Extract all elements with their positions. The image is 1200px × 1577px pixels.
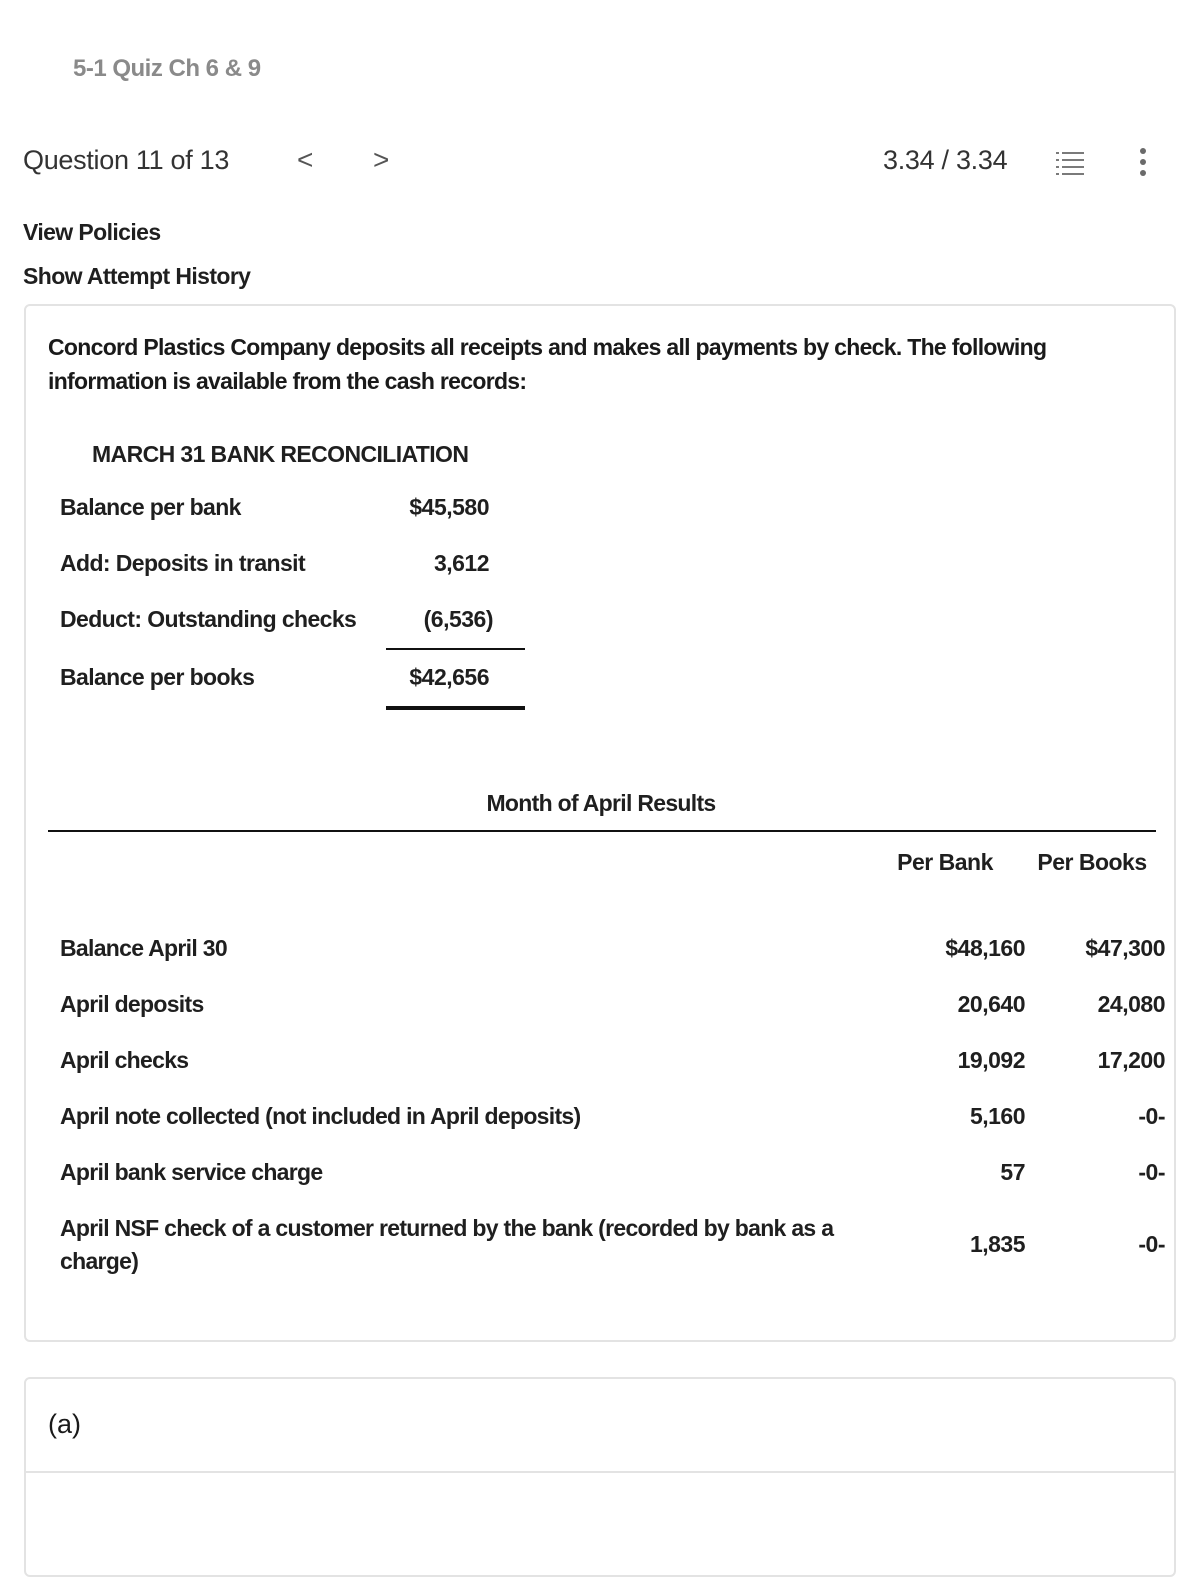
- question-score: 3.34 / 3.34: [883, 145, 1008, 175]
- reconciliation-label: Add: Deposits in transit: [60, 550, 306, 576]
- april-row-books: -0-: [1138, 1159, 1165, 1185]
- reconciliation-label: Balance per books: [60, 664, 255, 690]
- question-navigation: [23, 140, 1183, 186]
- april-row-books: $47,300: [1085, 935, 1165, 961]
- reconciliation-value: 3,612: [433, 550, 489, 576]
- april-results-title: Month of April Results: [486, 790, 716, 816]
- reconciliation-value: (6,536): [423, 606, 493, 632]
- april-row-books: -0-: [1138, 1231, 1165, 1257]
- more-vertical-icon[interactable]: [1133, 146, 1153, 180]
- reconciliation-label: Balance per bank: [60, 494, 241, 520]
- april-row-label: April checks: [60, 1047, 189, 1073]
- reconciliation-row: [60, 550, 530, 590]
- per-bank-header: Per Bank: [897, 849, 993, 875]
- next-question-button[interactable]: >: [373, 144, 390, 175]
- reconciliation-row: [60, 494, 530, 534]
- april-results-rule: [48, 830, 1156, 832]
- question-list-icon[interactable]: [1056, 150, 1086, 178]
- reconciliation-row: [60, 664, 530, 704]
- april-row-bank: 5,160: [969, 1103, 1025, 1129]
- total-rule: [386, 706, 525, 710]
- reconciliation-value: $45,580: [409, 494, 489, 520]
- april-row-label: April NSF check of a customer returned by the bank (recorded by bank as a charge): [60, 1215, 834, 1274]
- april-row-label: April bank service charge: [60, 1159, 323, 1185]
- question-counter: Question 11 of 13: [23, 145, 230, 175]
- question-intro: Concord Plastics Company deposits all receipts and makes all payments by check. The following information is available from the cash records:: [48, 334, 1047, 394]
- april-row-label: Balance April 30: [60, 935, 227, 961]
- april-row-books: -0-: [1138, 1103, 1165, 1129]
- part-label: (a): [48, 1409, 81, 1439]
- april-row-books: 24,080: [1097, 991, 1165, 1017]
- part-divider: [26, 1471, 1174, 1473]
- per-books-header: Per Books: [1037, 849, 1147, 875]
- previous-question-button[interactable]: <: [297, 144, 314, 175]
- april-row-bank: 19,092: [957, 1047, 1025, 1073]
- april-row-bank: $48,160: [945, 935, 1025, 961]
- reconciliation-label: Deduct: Outstanding checks: [60, 606, 357, 632]
- view-policies-link[interactable]: View Policies: [23, 219, 161, 245]
- show-attempt-history-link[interactable]: Show Attempt History: [23, 263, 251, 289]
- april-row-label: April note collected (not included in April deposits): [60, 1103, 581, 1129]
- quiz-title: 5-1 Quiz Ch 6 & 9: [73, 55, 261, 82]
- april-row-bank: 57: [1000, 1159, 1025, 1185]
- part-card: [24, 1377, 1176, 1577]
- april-row-bank: 1,835: [969, 1231, 1025, 1257]
- question-card: [24, 304, 1176, 1342]
- april-row-books: 17,200: [1097, 1047, 1165, 1073]
- reconciliation-value: $42,656: [409, 664, 489, 690]
- april-row-bank: 20,640: [957, 991, 1025, 1017]
- april-row-label: April deposits: [60, 991, 204, 1017]
- reconciliation-row: [60, 606, 530, 646]
- subtotal-rule: [386, 648, 525, 650]
- reconciliation-title: MARCH 31 BANK RECONCILIATION: [92, 441, 469, 467]
